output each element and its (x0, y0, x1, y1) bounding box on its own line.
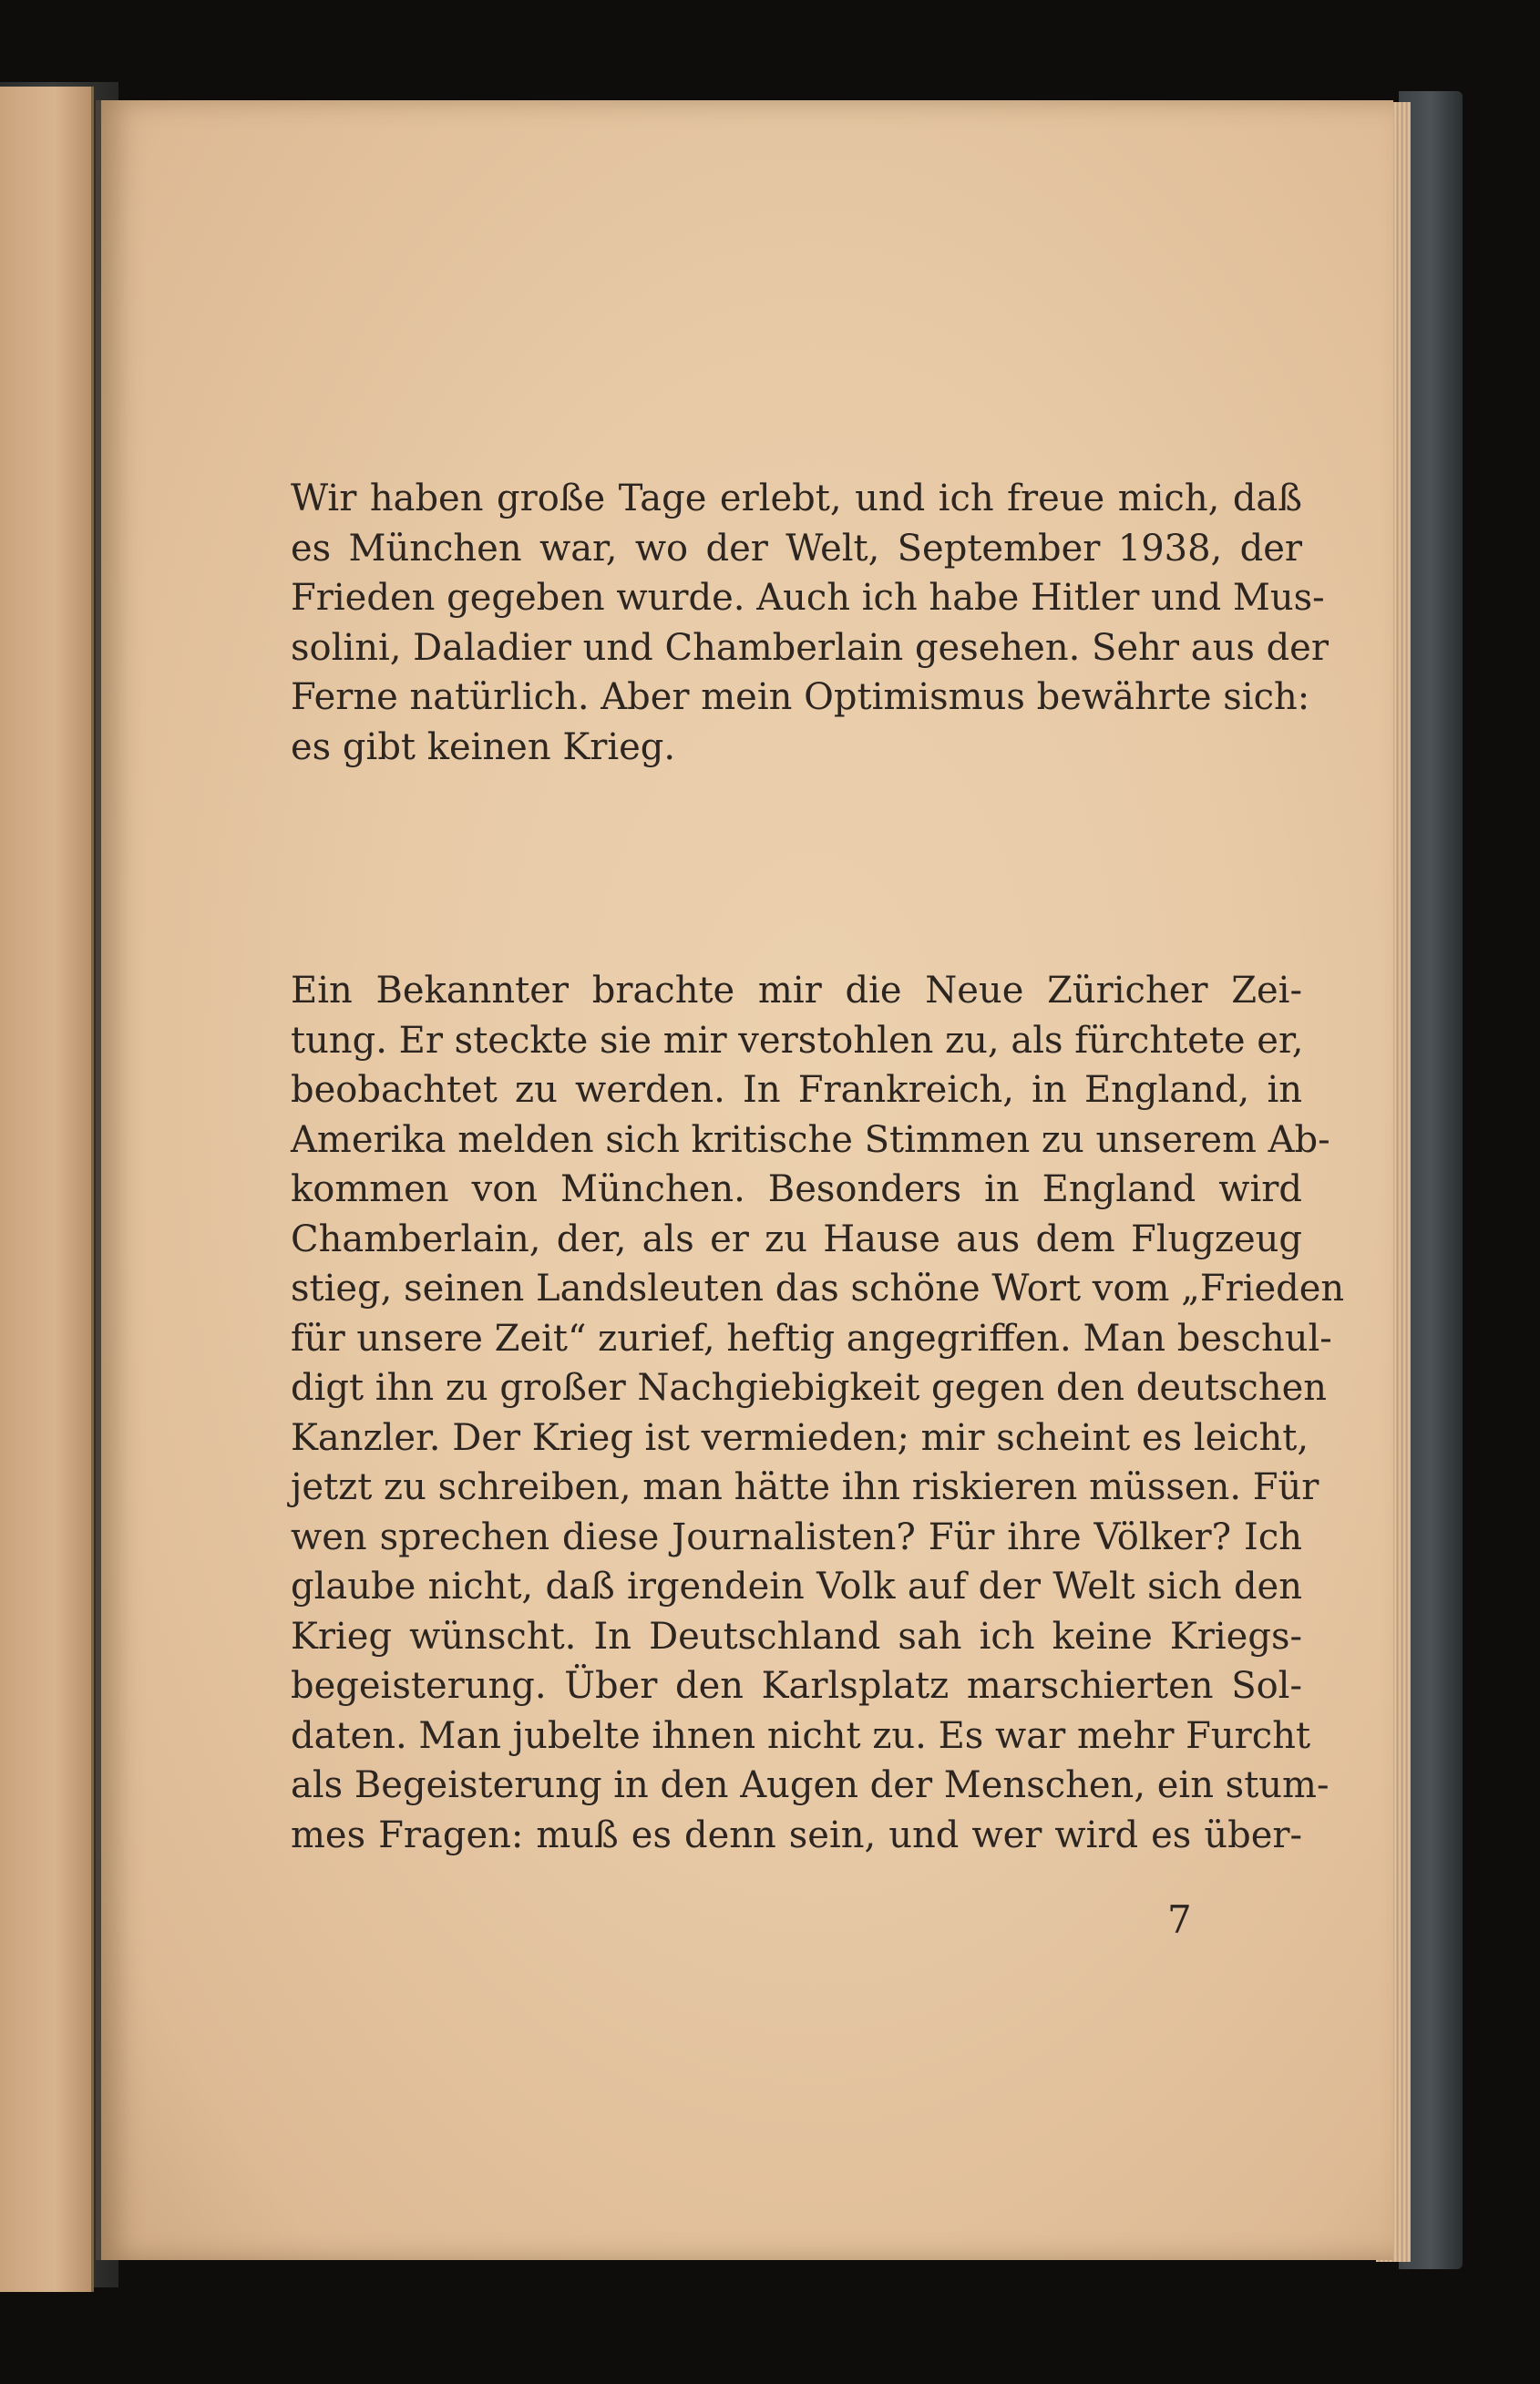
text-line: Krieg wünscht. In Deutschland sah ich keine Kriegs- (291, 1615, 1302, 1658)
text-line: Kanzler. Der Krieg ist vermieden; mir scheint es leicht, (291, 1416, 1309, 1459)
text-line: Ferne natürlich. Aber mein Optimismus bewährte sich: (291, 676, 1310, 718)
text-line: Frieden gegeben wurde. Auch ich habe Hitler und Mus- (291, 577, 1325, 619)
text-line: kommen von München. Besonders in England wird (291, 1168, 1302, 1210)
text-line: Chamberlain, der, als er zu Hause aus dem Flugzeug (291, 1218, 1302, 1260)
text-line: tung. Er steckte sie mir verstohlen zu, als fürchtete er, (291, 1019, 1304, 1062)
text-line: es München war, wo der Welt, September 1938, der (291, 527, 1302, 570)
text-line: als Begeisterung in den Augen der Menschen, ein stum- (291, 1764, 1330, 1806)
text-line: Wir haben große Tage erlebt, und ich freue mich, daß (291, 478, 1302, 519)
text-line: für unsere Zeit“ zurief, heftig angegriffen. Man beschul- (291, 1317, 1332, 1360)
text-line: stieg, seinen Landsleuten das schöne Wort vom „Frieden (291, 1268, 1345, 1310)
facing-page-edge (0, 87, 94, 2292)
text-line: begeisterung. Über den Karlsplatz marschierten Sol- (291, 1665, 1302, 1707)
paragraph-1 (291, 474, 1329, 772)
text-line: beobachtet zu werden. In Frankreich, in England, in (291, 1069, 1302, 1111)
text-line: solini, Daladier und Chamberlain gesehen. Sehr aus der (291, 626, 1329, 669)
book-page (96, 100, 1393, 2260)
text-line: mes Fragen: muß es denn sein, und wer wird es über- (291, 1814, 1302, 1856)
page-number: 7 (1167, 1897, 1192, 1942)
text-line: es gibt keinen Krieg. (291, 725, 676, 768)
text-line: wen sprechen diese Journalisten? Für ihre Völker? Ich (291, 1516, 1302, 1558)
text-line: Amerika melden sich kritische Stimmen zu unserem Ab- (291, 1118, 1330, 1161)
text-line: daten. Man jubelte ihnen nicht zu. Es war mehr Furcht (291, 1714, 1311, 1757)
text-line: digt ihn zu großer Nachgiebigkeit gegen den deutschen (291, 1367, 1328, 1409)
text-line: glaube nicht, daß irgendein Volk auf der Welt sich den (291, 1566, 1302, 1608)
paragraph-2 (291, 966, 1345, 1860)
text-line: Ein Bekannter brachte mir die Neue Züricher Zei- (291, 970, 1302, 1012)
text-line: jetzt zu schreiben, man hätte ihn riskieren müssen. Für (291, 1466, 1319, 1508)
